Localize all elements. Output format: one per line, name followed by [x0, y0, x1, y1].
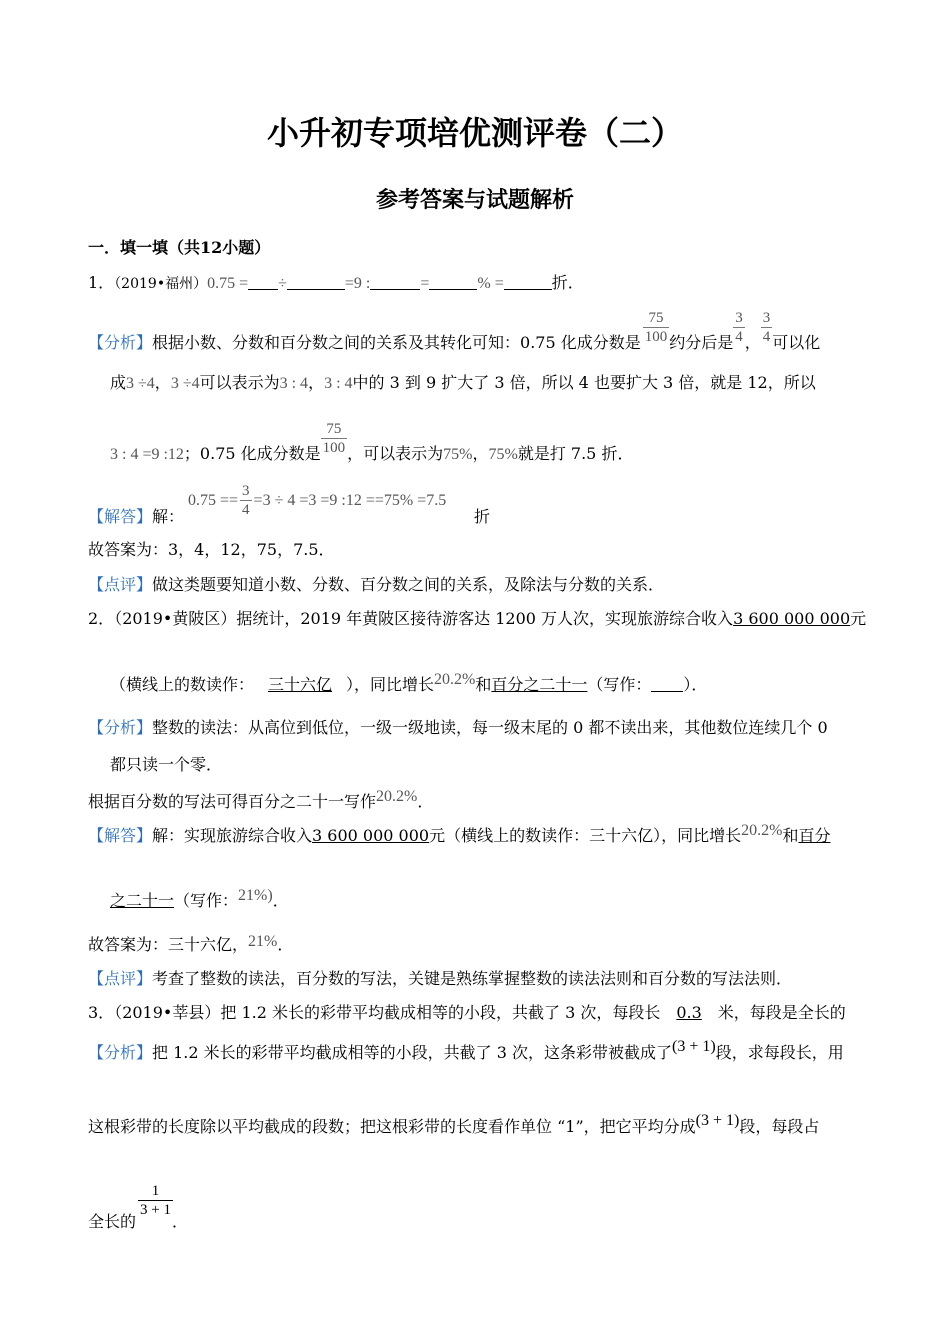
math-20-2pct: 20.2%	[434, 671, 476, 688]
page-title: 小升初专项培优测评卷（二）	[266, 114, 683, 152]
q3-ana-text: 这根彩带的长度除以平均截成的段数；把这根彩带的长度看作单位 “1”，把它平均分成	[88, 1117, 696, 1136]
q2-final-answer	[88, 935, 293, 956]
math-3div4: 3 ÷4	[170, 375, 200, 392]
q2-analysis-line2: 都只读一个零．	[110, 755, 223, 774]
q3-ana-text: 段，求每段长，用	[715, 1043, 844, 1062]
math-3div4: 3 ÷4	[126, 375, 155, 392]
q2-text: （横线上的数读作：	[110, 675, 255, 694]
q2-bfz: 之二十一	[110, 891, 175, 910]
math-21pct: 21%	[248, 933, 278, 950]
q2-amount: 3 600 000 000	[312, 826, 430, 845]
math-3to4: 3 : 4	[279, 375, 309, 392]
q3-analysis-line2	[88, 1112, 820, 1138]
comma: ，	[744, 333, 761, 352]
math-3plus1: (3 + 1)	[695, 1112, 740, 1129]
q2-stem-line1	[88, 609, 866, 629]
q1-blank-4	[429, 273, 477, 290]
q2-ana-text: 根据百分数的写法可得百分之二十一写作	[88, 792, 377, 811]
q3-answer-value: 0.3	[676, 1003, 702, 1022]
q1-blank-1	[248, 273, 278, 290]
math-21pct: 21%)	[238, 887, 273, 904]
q1-ana-text: 根据小数、分数和百分数之间的关系及其转化可知：0.75 化成分数是	[152, 333, 641, 352]
q1-ana-text: 就是打 7.5 折．	[517, 444, 634, 463]
q3-ana-text: 段，每段占	[739, 1117, 820, 1136]
fraction-3-4: $\frac{3}{4}$	[735, 310, 743, 345]
q1-sol-zhe: 折	[474, 507, 491, 526]
q1-ana-text: 成	[110, 373, 127, 392]
q2-comment-text: 考查了整数的读法，百分数的写法，关键是熟练掌握整数的读法法则和百分数的写法法则．	[152, 969, 793, 988]
q1-div: ÷	[278, 275, 287, 292]
fraction-3-4: $\frac{3}{4}$	[762, 310, 771, 345]
q1-number: 1．	[88, 273, 115, 292]
fraction-75-100: $\frac{75}{100}$	[644, 310, 668, 345]
q1-final-answer: 故答案为：3，4，12，75，7.5．	[88, 540, 335, 559]
q3-stem	[88, 1003, 846, 1023]
q2-bfz: 百分之二十一	[491, 675, 588, 694]
q2-final-text: 故答案为：三十六亿，	[88, 935, 249, 954]
q2-text: ），同比增长	[346, 675, 435, 694]
q3-analysis-line3	[88, 1212, 136, 1232]
q3-source: （2019•莘县）	[114, 1003, 221, 1022]
q2-ana-text: 整数的读法：从高位到低位，一级一级地读，每一级末尾的 0 都不读出来，其他数位连续几个 0	[152, 718, 828, 737]
analysis-tag: 【分析】	[88, 1043, 153, 1062]
q1-comment-text: 做这类题要知道小数、分数、百分数之间的关系，及除法与分数的关系．	[152, 575, 665, 594]
math-ratio: 3 : 4 =9 :12	[110, 446, 184, 463]
q1-eq: =	[420, 275, 430, 292]
q2-source: （2019•黄陂区）	[114, 609, 237, 628]
q2-read-answer: 三十六亿	[268, 675, 333, 694]
q1-ana-text: ，可以表示为	[347, 444, 444, 463]
answer-tag: 【解答】	[88, 826, 153, 845]
q2-sol-text: 元（横线上的数读作：三十六亿），同比增长	[429, 826, 742, 845]
q2-number: 2．	[88, 609, 115, 628]
q2-text: 据统计，2019 年黄陂区接待游客达 1200 万人次，实现旅游综合收入	[236, 609, 734, 628]
q2-text: 元	[850, 609, 867, 628]
q2-analysis-line3	[88, 788, 434, 813]
q1-analysis-line1	[88, 310, 821, 353]
q2-blank	[651, 675, 683, 692]
q3-text: 把 1.2 米长的彩带平均截成相等的小段，共截了 3 次，每段长	[220, 1003, 661, 1022]
math-75pct: 75%	[488, 446, 518, 463]
q1-sol-prefix: 解：	[152, 507, 185, 526]
math-3to4: 3 : 4	[324, 375, 353, 392]
q1-stem	[88, 273, 584, 294]
q1-answer	[88, 507, 184, 527]
q2-text: ）．	[683, 675, 708, 694]
math-20-2pct: 20.2%	[376, 788, 418, 805]
section-heading: 一．填一填（共12小题）	[88, 238, 271, 257]
fraction-75-100: $\frac{75}{100}$	[322, 421, 346, 456]
q3-number: 3．	[88, 1003, 115, 1022]
q3-analysis-line1	[88, 1038, 844, 1064]
analysis-tag: 【分析】	[88, 333, 153, 352]
q2-answer-line2	[110, 887, 289, 912]
q3-ana-text: 全长的	[88, 1212, 137, 1231]
q1-ana-text: 可以表示为	[199, 373, 280, 392]
q2-sol-text: （写作：	[174, 891, 239, 910]
q2-analysis-line1	[88, 718, 828, 738]
comma: ，	[154, 373, 171, 392]
q1-pct: % =	[477, 275, 504, 292]
q2-ana-text: ．	[417, 792, 434, 811]
q2-sol-text: 解：实现旅游综合收入	[152, 826, 313, 845]
q1-analysis-line3	[110, 421, 634, 465]
fraction-1-over-3plus1	[138, 1182, 173, 1219]
q2-stem-line2	[110, 671, 708, 696]
q1-blank-2	[287, 273, 345, 290]
page-subtitle: 参考答案与试题解析	[375, 187, 574, 213]
q1-source: （2019•福州）	[114, 276, 208, 292]
analysis-tag: 【分析】	[88, 718, 153, 737]
q1-solution-math	[188, 482, 446, 519]
q1-zhe: 折．	[551, 273, 584, 292]
math-20-2pct: 20.2%	[741, 822, 783, 839]
q2-comment	[88, 969, 792, 989]
q2-text: （写作：	[587, 675, 652, 694]
q1-blank-5	[504, 273, 552, 290]
q1-ana-text: 可以化	[772, 333, 821, 352]
math-75pct: 75%	[443, 446, 473, 463]
comment-tag: 【点评】	[88, 969, 153, 988]
q2-text: 和	[475, 675, 492, 694]
sol-math: =3 ÷ 4 =3 =9 :12 ==75% =7.5	[253, 492, 447, 509]
math-3plus1: (3 + 1)	[672, 1038, 716, 1055]
comma: ，	[308, 373, 325, 392]
q2-answer-line1	[88, 822, 831, 847]
q2-bfz: 百分	[798, 826, 831, 845]
q1-eq9: =9 :	[344, 275, 371, 292]
q3-ana-end: ．	[172, 1212, 189, 1231]
q3-ana-text: 把 1.2 米长的彩带平均截成相等的小段，共截了 3 次，这条彩带被截成了	[152, 1043, 672, 1062]
q1-comment	[88, 575, 664, 595]
sol-math: 0.75 ==	[188, 492, 239, 509]
comment-tag: 【点评】	[88, 575, 153, 594]
fraction-3-4: $\frac{3}{4}$	[242, 483, 250, 518]
q3-text: 米，每段是全长的	[717, 1003, 846, 1022]
q2-amount: 3 600 000 000	[733, 609, 851, 628]
fraction: $\frac{1}{3 + 1}$	[140, 1183, 171, 1218]
q2-sol-text: ．	[272, 891, 289, 910]
q1-blank-3	[370, 273, 420, 290]
q1-ana-text: ；0.75 化成分数是	[183, 444, 321, 463]
q1-ana-text: 中的 3 到 9 扩大了 3 倍，所以 4 也要扩大 3 倍，就是 12，所以	[352, 373, 816, 392]
q1-ana-text: 约分后是	[669, 333, 734, 352]
q1-analysis-line2	[110, 373, 816, 394]
q2-final-text: ．	[277, 935, 294, 954]
q1-math: 0.75 =	[207, 275, 249, 292]
q2-sol-text: 和	[782, 826, 799, 845]
comma: ，	[472, 444, 489, 463]
answer-tag: 【解答】	[88, 507, 153, 526]
